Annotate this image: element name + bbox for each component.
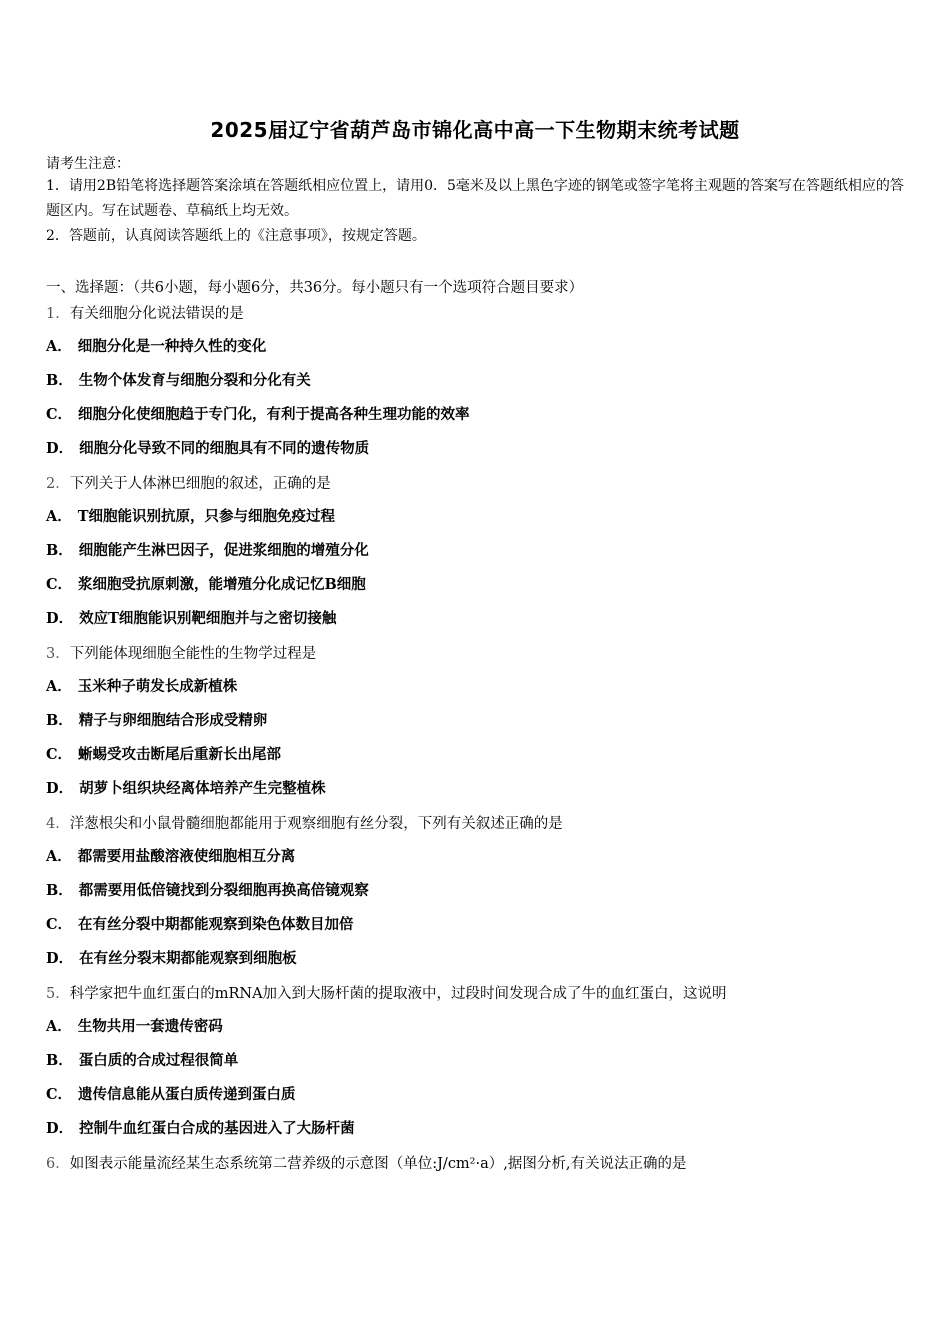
option-label: B． bbox=[46, 542, 73, 559]
option-text: 遗传信息能从蛋白质传递到蛋白质 bbox=[78, 1086, 296, 1103]
question-stem: 洋葱根尖和小鼠骨髓细胞都能用于观察细胞有丝分裂，下列有关叙述正确的是 bbox=[69, 816, 563, 832]
option-text: 蜥蜴受攻击断尾后重新长出尾部 bbox=[78, 746, 282, 763]
question-stem: 如图表示能量流经某生态系统第二营养级的示意图（单位:J/cm²·a）,据图分析,有关说法正确的是 bbox=[69, 1156, 687, 1172]
option-label: A． bbox=[46, 338, 72, 355]
question-6 bbox=[46, 1152, 686, 1173]
option-text: 效应T细胞能识别靶细胞并与之密切接触 bbox=[79, 610, 337, 627]
option-1b[interactable] bbox=[46, 369, 311, 390]
question-number: 2． bbox=[46, 476, 70, 492]
option-text: 细胞分化导致不同的细胞具有不同的遗传物质 bbox=[79, 440, 370, 457]
option-text: 胡萝卜组织块经离体培养产生完整植株 bbox=[79, 780, 326, 797]
exam-title: 2025届辽宁省葫芦岛市锦化高中高一下生物期末统考试题 bbox=[210, 118, 740, 142]
question-stem: 有关细胞分化说法错误的是 bbox=[69, 306, 244, 322]
option-label: C． bbox=[46, 746, 73, 763]
option-3a[interactable] bbox=[46, 675, 237, 696]
option-text: 细胞能产生淋巴因子，促进浆细胞的增殖分化 bbox=[78, 542, 369, 559]
option-text: 在有丝分裂末期都能观察到细胞板 bbox=[79, 950, 297, 967]
option-label: D． bbox=[46, 780, 74, 797]
option-1d[interactable] bbox=[46, 437, 369, 458]
question-2 bbox=[46, 472, 331, 493]
notice-item-2: 2．答题前，认真阅读答题纸上的《注意事项》，按规定答题。 bbox=[46, 228, 426, 244]
question-number: 4． bbox=[46, 816, 70, 832]
option-label: A． bbox=[46, 678, 72, 695]
question-number: 3． bbox=[46, 646, 70, 662]
option-text: 控制牛血红蛋白合成的基因进入了大肠杆菌 bbox=[79, 1120, 355, 1137]
option-3c[interactable] bbox=[46, 743, 281, 764]
option-label: C． bbox=[46, 1086, 73, 1103]
option-label: C． bbox=[46, 916, 73, 933]
section-header: 一、选择题：（共6小题，每小题6分，共36分。每小题只有一个选项符合题目要求） bbox=[46, 280, 584, 296]
option-text: 生物个体发育与细胞分裂和分化有关 bbox=[78, 372, 311, 389]
question-stem: 下列关于人体淋巴细胞的叙述，正确的是 bbox=[69, 476, 331, 492]
question-5 bbox=[46, 982, 727, 1003]
option-label: D． bbox=[46, 950, 74, 967]
option-text: T细胞能识别抗原，只参与细胞免疫过程 bbox=[77, 508, 336, 525]
option-text: 都需要用低倍镜找到分裂细胞再换高倍镜观察 bbox=[78, 882, 369, 899]
question-stem: 科学家把牛血红蛋白的mRNA加入到大肠杆菌的提取液中，过段时间发现合成了牛的血红蛋白，这说明 bbox=[69, 986, 727, 1002]
option-text: 浆细胞受抗原刺激，能增殖分化成记忆B细胞 bbox=[78, 576, 366, 593]
option-4a[interactable] bbox=[46, 845, 295, 866]
question-number: 5． bbox=[46, 986, 70, 1002]
option-text: 生物共用一套遗传密码 bbox=[77, 1018, 223, 1035]
question-number: 1． bbox=[46, 306, 70, 322]
option-1c[interactable] bbox=[46, 403, 470, 424]
option-3d[interactable] bbox=[46, 777, 326, 798]
question-3 bbox=[46, 642, 316, 663]
option-2b[interactable] bbox=[46, 539, 369, 560]
option-text: 细胞分化是一种持久性的变化 bbox=[77, 338, 267, 355]
option-text: 玉米种子萌发长成新植株 bbox=[77, 678, 238, 695]
option-text: 细胞分化使细胞趋于专门化，有利于提高各种生理功能的效率 bbox=[78, 406, 470, 423]
option-label: B． bbox=[46, 712, 73, 729]
option-label: C． bbox=[46, 576, 73, 593]
question-1 bbox=[46, 302, 244, 323]
option-label: D． bbox=[46, 610, 74, 627]
option-label: D． bbox=[46, 1120, 74, 1137]
notice-item-1: 1．请用2B铅笔将选择题答案涂填在答题纸相应位置上，请用0．5毫米及以上黑色字迹的钢笔或签字笔将主观题的答案写在答题纸相应的答题区内。写在试题卷、草稿纸上均无效。 bbox=[46, 178, 904, 219]
option-5c[interactable] bbox=[46, 1083, 296, 1104]
option-label: A． bbox=[46, 1018, 72, 1035]
option-label: B． bbox=[46, 1052, 73, 1069]
option-text: 在有丝分裂中期都能观察到染色体数目加倍 bbox=[78, 916, 354, 933]
option-4d[interactable] bbox=[46, 947, 297, 968]
option-3b[interactable] bbox=[46, 709, 267, 730]
option-label: B． bbox=[46, 372, 73, 389]
option-5d[interactable] bbox=[46, 1117, 355, 1138]
notice-heading: 请考生注意： bbox=[46, 156, 130, 172]
option-label: C． bbox=[46, 406, 73, 423]
option-4c[interactable] bbox=[46, 913, 354, 934]
option-5a[interactable] bbox=[46, 1015, 223, 1036]
option-text: 蛋白质的合成过程很简单 bbox=[78, 1052, 239, 1069]
option-2a[interactable] bbox=[46, 505, 335, 526]
option-label: A． bbox=[46, 848, 72, 865]
option-text: 精子与卵细胞结合形成受精卵 bbox=[78, 712, 268, 729]
option-label: A． bbox=[46, 508, 72, 525]
question-number: 6． bbox=[46, 1156, 70, 1172]
option-1a[interactable] bbox=[46, 335, 266, 356]
option-label: D． bbox=[46, 440, 74, 457]
question-4 bbox=[46, 812, 563, 833]
option-2d[interactable] bbox=[46, 607, 336, 628]
option-5b[interactable] bbox=[46, 1049, 238, 1070]
option-2c[interactable] bbox=[46, 573, 366, 594]
option-4b[interactable] bbox=[46, 879, 369, 900]
option-text: 都需要用盐酸溶液使细胞相互分离 bbox=[77, 848, 296, 865]
question-stem: 下列能体现细胞全能性的生物学过程是 bbox=[69, 646, 317, 662]
option-label: B． bbox=[46, 882, 73, 899]
